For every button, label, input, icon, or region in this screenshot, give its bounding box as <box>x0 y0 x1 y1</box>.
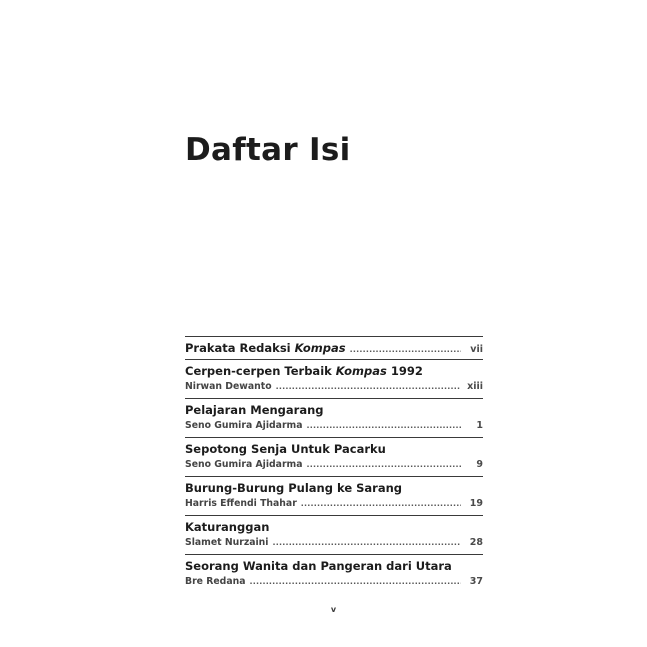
toc-entry-author-row <box>185 574 483 588</box>
toc-entry <box>185 398 483 437</box>
toc-entry <box>185 515 483 554</box>
dot-leader <box>273 536 462 549</box>
toc-entry-title <box>185 341 346 356</box>
toc-entry-author: Slamet Nurzaini <box>185 537 269 548</box>
toc-entry-author: Nirwan Dewanto <box>185 381 272 392</box>
toc-entry-author-row <box>185 535 483 549</box>
page-title: Daftar Isi <box>185 132 351 168</box>
toc-entry-row <box>185 337 483 357</box>
toc-entry-author-row <box>185 418 483 432</box>
dot-leader <box>276 380 461 393</box>
toc-entry <box>185 336 483 359</box>
toc-page-number: 37 <box>469 576 483 587</box>
toc-page-number: xiii <box>467 381 483 392</box>
toc-page-number: 28 <box>469 537 483 548</box>
toc-entry-author: Seno Gumira Ajidarma <box>185 420 303 431</box>
toc-entry-author: Harris Effendi Thahar <box>185 498 297 509</box>
toc-entry-author-row <box>185 496 483 510</box>
toc-title-text: Cerpen-cerpen Terbaik <box>185 364 336 378</box>
toc-entry-title: Pelajaran Mengarang <box>185 403 324 417</box>
toc-page-number: 19 <box>469 498 483 509</box>
toc-entry <box>185 359 483 398</box>
toc-entry-title-row <box>185 399 483 418</box>
toc-entry-title-row <box>185 360 483 379</box>
dot-leader <box>250 575 462 588</box>
dot-leader <box>301 497 461 510</box>
toc-entry-title: Burung-Burung Pulang ke Sarang <box>185 481 403 495</box>
toc-entry <box>185 476 483 515</box>
toc-entry-author-row <box>185 379 483 393</box>
toc-title-text: Prakata Redaksi <box>185 341 295 355</box>
toc-title-italic: Kompas <box>335 364 387 378</box>
toc-entry-title: Katuranggan <box>185 520 270 534</box>
page-folio: v <box>330 605 337 614</box>
toc-entry-title-row <box>185 555 483 574</box>
dot-leader <box>307 419 461 432</box>
toc-entry-author: Bre Redana <box>185 576 246 587</box>
toc-entry-title: Seorang Wanita dan Pangeran dari Utara <box>185 559 452 573</box>
toc-entry-title: Sepotong Senja Untuk Pacarku <box>185 442 386 456</box>
toc-entry-title-row <box>185 477 483 496</box>
table-of-contents <box>185 336 483 593</box>
toc-title-suffix: 1992 <box>386 364 423 378</box>
toc-page-number: 9 <box>476 459 483 470</box>
toc-entry-title-row <box>185 438 483 457</box>
dot-leader <box>307 458 461 471</box>
toc-entry-author-row <box>185 457 483 471</box>
toc-entry-author: Seno Gumira Ajidarma <box>185 459 303 470</box>
toc-entry <box>185 554 483 593</box>
toc-entry-title-row <box>185 516 483 535</box>
toc-page-number: 1 <box>476 420 483 431</box>
toc-entry-title <box>185 364 423 379</box>
toc-entry <box>185 437 483 476</box>
toc-page-number: vii <box>470 344 483 355</box>
dot-leader <box>350 342 461 357</box>
toc-title-italic: Kompas <box>294 341 346 355</box>
